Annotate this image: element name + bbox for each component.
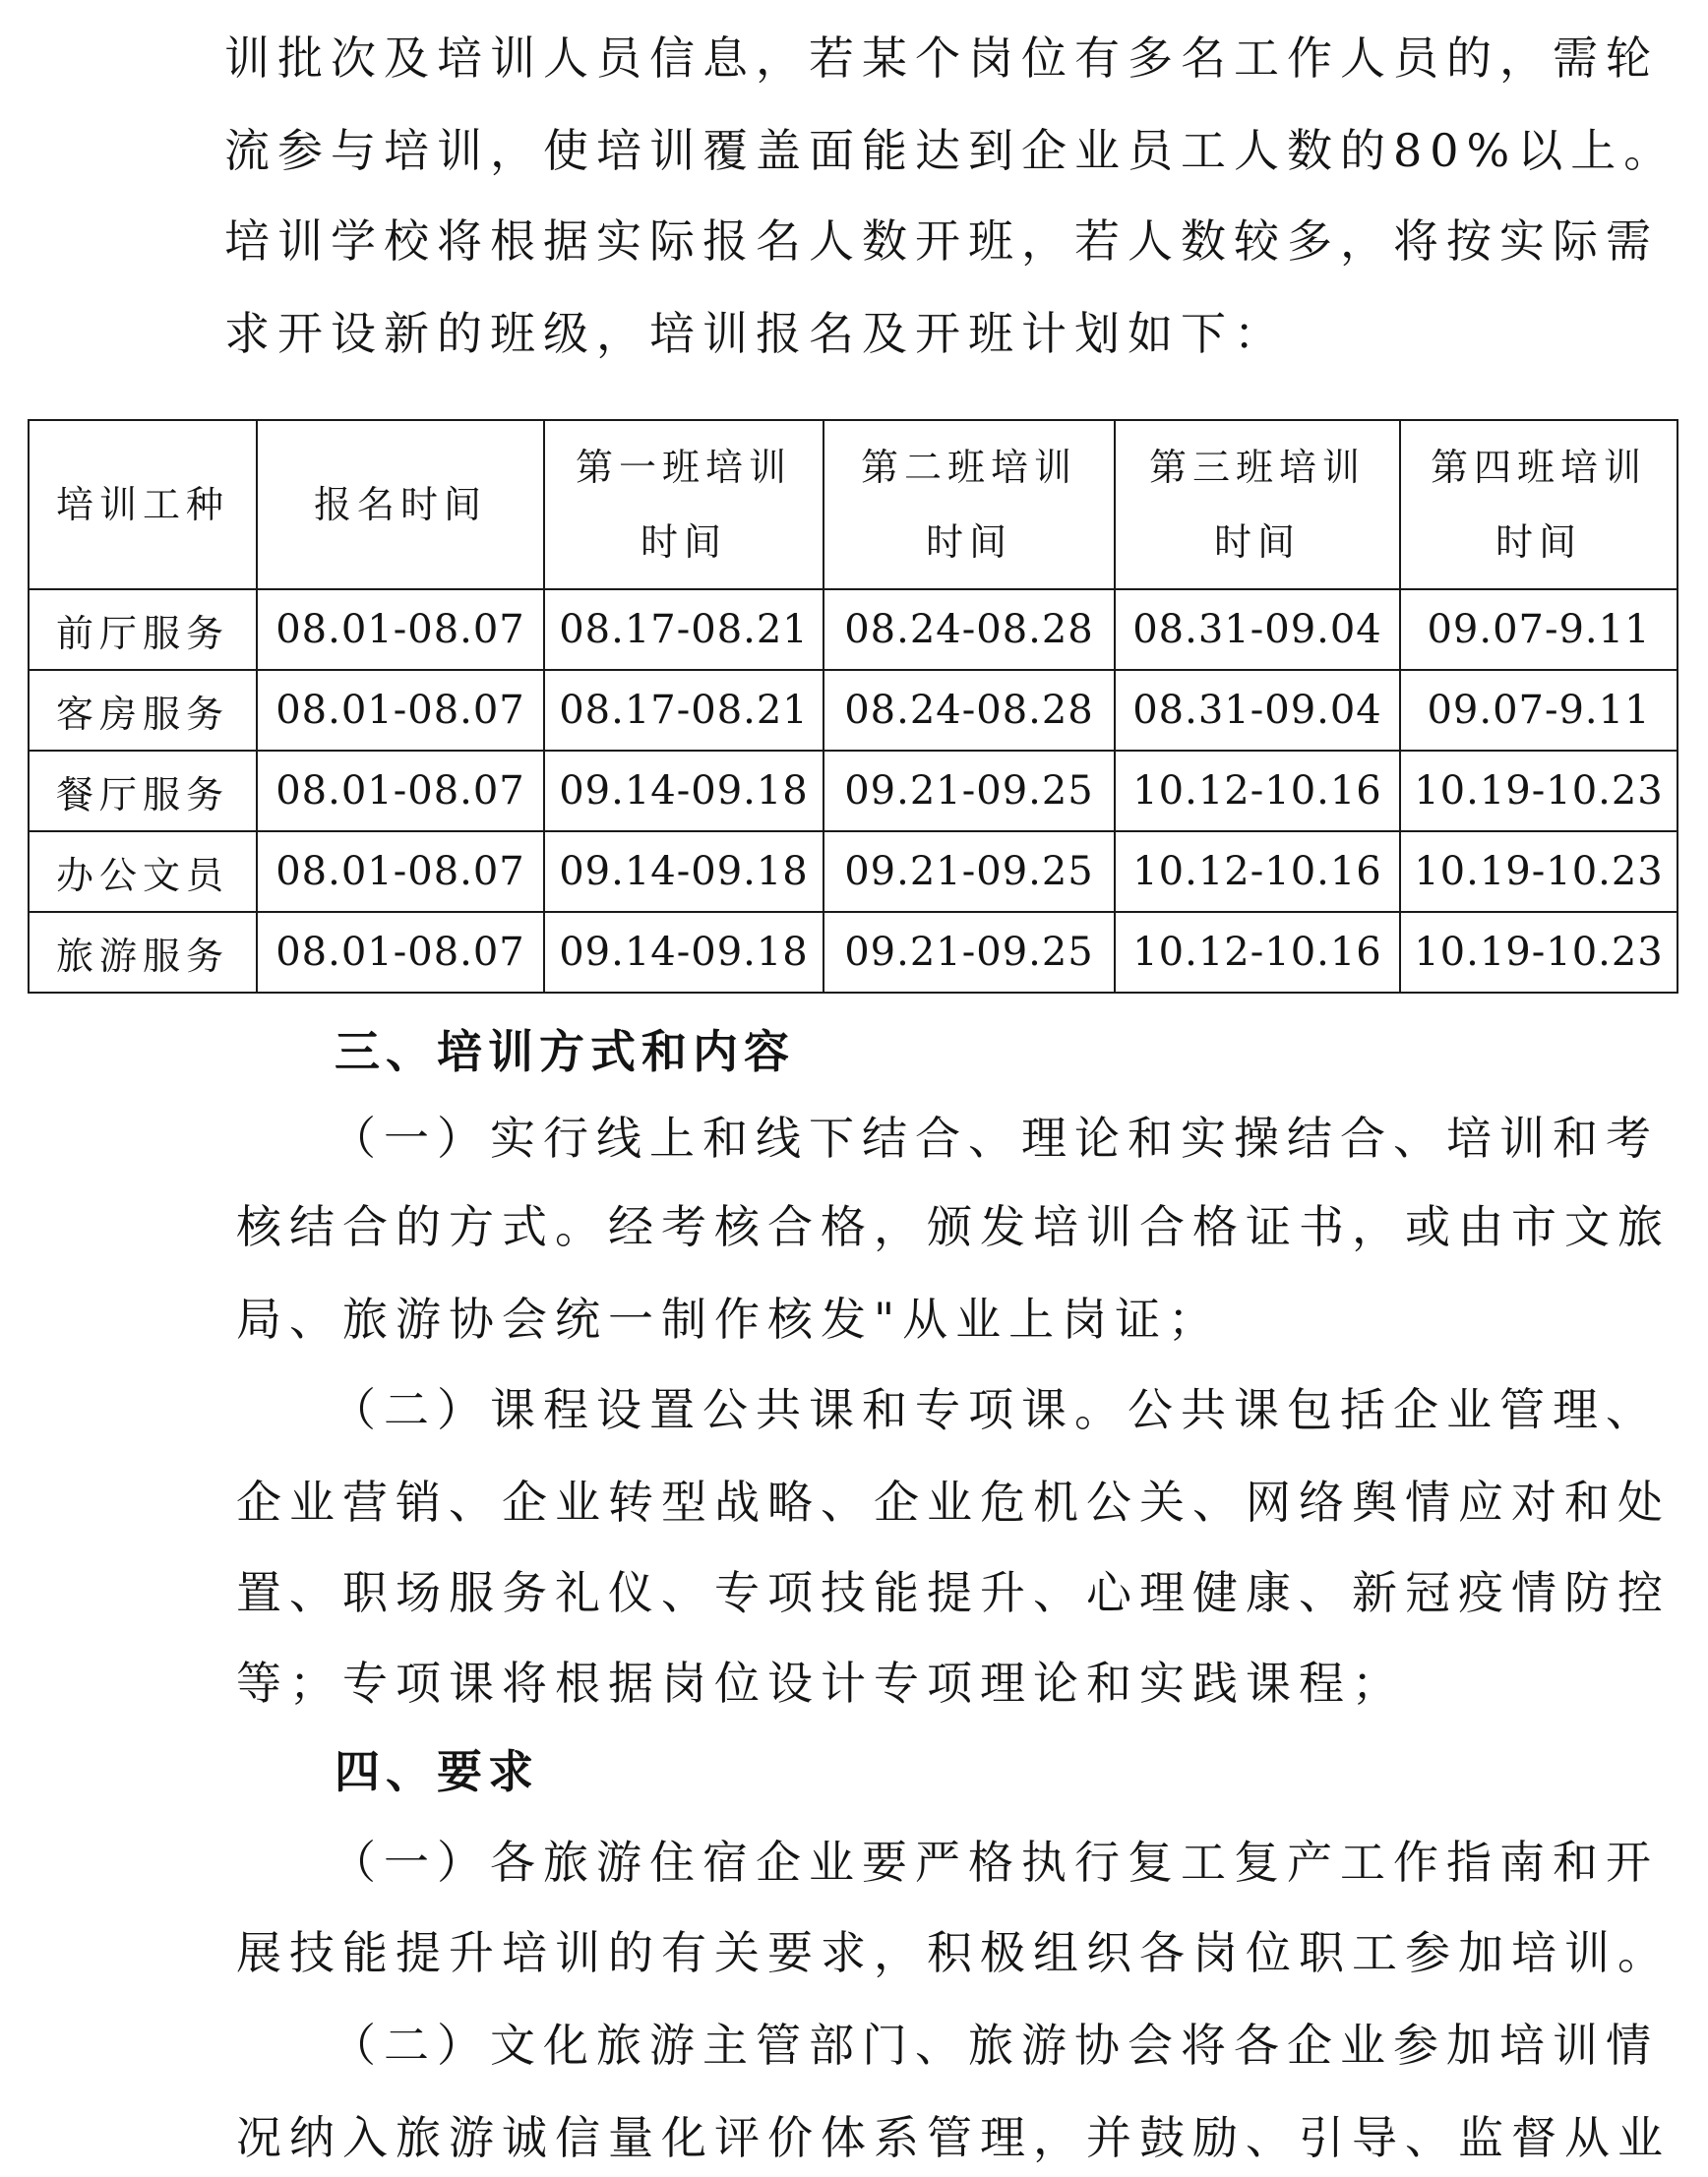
table-row <box>29 912 1678 993</box>
table-cell: 10.19-10.23 <box>1400 831 1678 912</box>
table-cell: 09.14-09.18 <box>544 751 824 831</box>
table-cell: 08.31-09.04 <box>1115 589 1400 670</box>
body-text-line: 展技能提升培训的有关要求，积极组织各岗位职工参加培训。 <box>236 1926 1671 1979</box>
table-cell: 旅游服务 <box>29 912 257 993</box>
table-row <box>29 751 1678 831</box>
table-cell: 前厅服务 <box>29 589 257 670</box>
table-cell: 客房服务 <box>29 670 257 751</box>
table-cell: 办公文员 <box>29 831 257 912</box>
table-cell: 09.07-9.11 <box>1400 670 1678 751</box>
table-cell: 08.01-08.07 <box>257 670 544 751</box>
header-cell-trade: 培训工种 <box>29 420 257 589</box>
table-cell: 10.19-10.23 <box>1400 912 1678 993</box>
table-cell: 08.01-08.07 <box>257 831 544 912</box>
table-cell: 09.21-09.25 <box>824 751 1115 831</box>
table-row <box>29 670 1678 751</box>
body-text-line: 局、旅游协会统一制作核发"从业上岗证； <box>236 1293 1222 1346</box>
table-cell: 餐厅服务 <box>29 751 257 831</box>
section-heading: 三、培训方式和内容 <box>335 1025 795 1078</box>
table-cell: 09.21-09.25 <box>824 912 1115 993</box>
body-text-line: 训批次及培训人员信息，若某个岗位有多名工作人员的，需轮 <box>224 31 1659 85</box>
table-cell: 08.24-08.28 <box>824 670 1115 751</box>
table-cell: 09.07-9.11 <box>1400 589 1678 670</box>
section-heading: 四、要求 <box>335 1745 539 1798</box>
table-cell: 09.21-09.25 <box>824 831 1115 912</box>
body-text-line: 核结合的方式。经考核合格，颁发培训合格证书，或由市文旅 <box>236 1200 1671 1253</box>
table-cell: 08.24-08.28 <box>824 589 1115 670</box>
table-cell: 08.01-08.07 <box>257 751 544 831</box>
header-cell-class2: 第二班培训 时间 <box>824 420 1115 589</box>
body-text-line: 培训学校将根据实际报名人数开班，若人数较多，将按实际需 <box>224 214 1659 268</box>
body-text-line: 流参与培训，使培训覆盖面能达到企业员工人数的80%以上。 <box>224 124 1678 177</box>
table-cell: 08.17-08.21 <box>544 589 824 670</box>
body-text-line: 企业营销、企业转型战略、企业危机公关、网络舆情应对和处 <box>236 1476 1671 1529</box>
body-text-line: 求开设新的班级，培训报名及开班计划如下： <box>224 307 1287 360</box>
body-text-line: 置、职场服务礼仪、专项技能提升、心理健康、新冠疫情防控 <box>236 1566 1671 1619</box>
table-cell: 09.14-09.18 <box>544 912 824 993</box>
header-cell-registration: 报名时间 <box>257 420 544 589</box>
body-text-line: （二）文化旅游主管部门、旅游协会将各企业参加培训情 <box>331 2019 1659 2072</box>
table-cell: 08.31-09.04 <box>1115 670 1400 751</box>
table-cell: 08.17-08.21 <box>544 670 824 751</box>
table-cell: 08.01-08.07 <box>257 589 544 670</box>
table-row <box>29 831 1678 912</box>
body-text-line: 况纳入旅游诚信量化评价体系管理，并鼓励、引导、监督从业 <box>236 2111 1671 2164</box>
table-cell: 10.12-10.16 <box>1115 912 1400 993</box>
body-text-line: （一）实行线上和线下结合、理论和实操结合、培训和考 <box>331 1112 1659 1165</box>
header-cell-class1: 第一班培训 时间 <box>544 420 824 589</box>
body-text-line: 等；专项课将根据岗位设计专项理论和实践课程； <box>236 1657 1405 1710</box>
table-header-row <box>29 420 1678 589</box>
table-cell: 08.01-08.07 <box>257 912 544 993</box>
table-cell: 10.19-10.23 <box>1400 751 1678 831</box>
header-cell-class4: 第四班培训 时间 <box>1400 420 1678 589</box>
body-text-line: （二）课程设置公共课和专项课。公共课包括企业管理、 <box>331 1383 1659 1436</box>
training-schedule-table <box>28 419 1678 994</box>
body-text-line: （一）各旅游住宿企业要严格执行复工复产工作指南和开 <box>331 1836 1659 1889</box>
table-cell: 09.14-09.18 <box>544 831 824 912</box>
header-cell-class3: 第三班培训 时间 <box>1115 420 1400 589</box>
table-cell: 10.12-10.16 <box>1115 751 1400 831</box>
table-row <box>29 589 1678 670</box>
table-cell: 10.12-10.16 <box>1115 831 1400 912</box>
